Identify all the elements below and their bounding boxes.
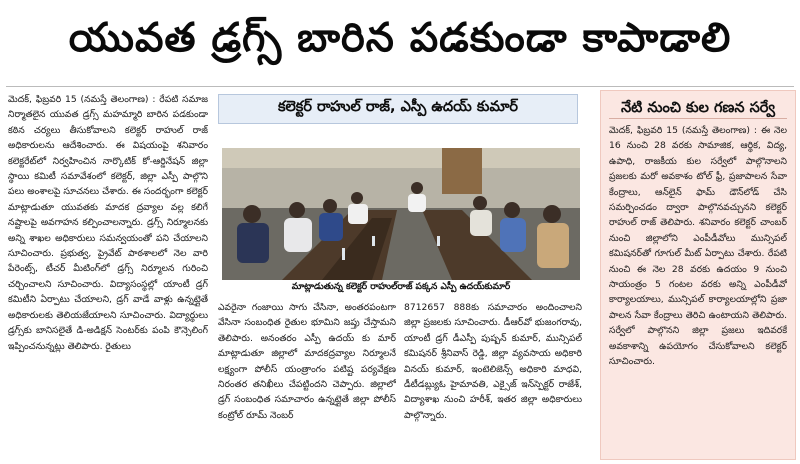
photo-caption: మాట్లాడుతున్న కలెక్టర్ రాహుల్‌రాజ్ పక్కన ఎస్పీ ఉదయ్‌కుమార్	[291, 282, 511, 292]
headline-rule	[6, 86, 794, 87]
article-column-middle-1	[218, 300, 396, 462]
article-column-middle-2	[404, 300, 582, 462]
sidebar-article	[600, 90, 796, 460]
article-paragraph-middle-2: 8712657 888కు సమాచారం అందించాలని జిల్లా ప్రజలకు సూచించారు. డీఆర్‌వో భుజంగరావు, యాంటీ డ్రగ్ డీఎస్పీ పుష్పన్ కుమార్, మున్సిపల్ కమిషనర్ శ్రీనివాస్ రెడ్డి, జిల్లా వ్యవసాయ అధికారి వినయ్ కుమార్, ఇంటెలిజెన్స్ అధికారి మాధవి, డీటీడబ్ల్యుఓ హైమావతి, ఎక్సైజ్ ఇన్‌స్పెక్టర్ రాజేశ్, విద్యాశాఖ నుంచి హరీశ్, ఇతర జిల్లా అధికారులు పాల్గొన్నారు.	[404, 302, 582, 421]
headline: యువత డ్రగ్స్ బారిన పడకుండా కాపాడాలి	[68, 15, 732, 61]
subheadline-banner: కలెక్టర్ రాహుల్ రాజ్, ఎస్పీ ఉదయ్ కుమార్	[218, 94, 578, 124]
article-paragraph-middle-1: ఎవరైనా గంజాయి సాగు చేసినా, అంతరపంటగా వేసినా సంబంధిత రైతుల భూమిని జప్తు చేస్తామని తెలిపారు. అనంతరం ఎస్పీ ఉదయ్ కు మార్ మాట్లాడుతూ జిల్లాలో మాదకద్రవ్యాల నిర్మూలనే లక్ష్యంగా పోలీస్ యంత్రాంగం పటిష్ట పర్యవేక్షణ నిరంతర తనిఖీలు చేపట్టిందని చెప్పారు. జిల్లాలో డ్రగ్ సంబంధిత సమాచారం ఉన్నట్లైతే జిల్లా పోలీస్ కంట్రోల్ రూమ్ నెంబర్	[218, 302, 396, 421]
meeting-photo	[222, 148, 580, 280]
article-paragraph-left: మెదక్, ఫిబ్రవరి 15 (నమస్తే తెలంగాణ) : రేపటి సమాజ నిర్మాతలైన యువత డ్రగ్స్ మహమ్మారి బారిన పడకుండా కఠిన చర్యలు తీసుకోవాలని కలెక్టర్ రాహుల్ రాజ్ అధికారులను ఆదేశించారు. ఈ విషయంపై శనివారం కలెక్టరేట్‌లో నిర్వహించిన నార్కొటిక్ కో-ఆర్డినేషన్ జిల్లా స్థాయి కమిటీ సమావేశంలో కలెక్టర్, జిల్లా ఎస్పీ పాల్గొని పలు అంశాలపై సూచనలు చేశారు. ఈ సందర్భంగా కలెక్టర్ మాట్లాడుతూ యువతకు మాదక ద్రవ్యాల వల్ల కలిగే నష్టాలపై అవగాహన కల్పించాలన్నారు. డ్రగ్స్ నిర్మూలనకు అన్ని శాఖల అధికారులు సమన్వయంతో పని చేయాలని సూచించారు. ప్రభుత్వ, ప్రైవేట్ పాఠశాలలో నెల వారి పేరెంట్స్, టీచర్ మీటింగ్‌లో డ్రగ్స్ నిర్మూలన గురించి చర్చించాలని సూచించారు. విద్యాసంస్థల్లో యాంటీ డ్రగ్ కమిటీని ఏర్పాటు చేయాలని, డ్రగ్ వాడే వాళ్లు ఉన్నట్లైతే అధికారులకు తెలియజేయాలని సూచించారు. విద్యార్థులు డ్రగ్స్‌కు బానిసలైతే డి-అడిక్షన్ సెంటర్‌కు పంపి కౌన్సెలింగ్ ఇప్పించనున్నట్లు తెలిపారు. రైతులు	[8, 94, 208, 352]
article-column-left	[8, 92, 208, 460]
sidebar-body: మెదక్, ఫిబ్రవరి 15 (నమస్తే తెలంగాణ) : ఈ నెల 16 నుంచి 28 వరకు సామాజిక, ఆర్థిక, విద్య, ఉపాధి, రాజకీయ కుల సర్వేలో పాల్గొనాలని ప్రజలకు మరో అవకాశం టోల్ ఫ్రీ, ప్రజాపాలన సేవా కేంద్రాలు, ఆన్‌లైన్ ఫామ్ డౌన్‌లోడ్ చేసి సమర్పించడం ద్వారా పాల్గొనవచ్చునని కలెక్టర్ రాహుల్ రాజ్ తెలిపారు. శనివారం కలెక్టర్ చాంబర్ నుంచి జిల్లాలోని ఎంపీడీవోలు మున్సిపల్ కమిషనర్‌తో గూగుల్ మీట్ ఏర్పాటు చేశారు. రేపటి నుంచి ఈ నెల 28 వరకు ఉదయం 9 నుంచి సాయంత్రం 5 గంటల వరకు అన్ని ఎంపీడీవో కార్యాలయాలు, మున్సిపల్ కార్యాలయాల్లోని ప్రజా పాలన సేవా కేంద్రాలు తెరిచి ఉంటాయని తెలిపారు. సర్వేలో పాల్గొనని జిల్లా ప్రజలు ఇదివరకే అవకాశాన్ని ఉపయోగం చేసుకోవాలని కలెక్టర్ సూచించారు.	[609, 125, 787, 368]
sidebar-title: నేటి నుంచి కుల గణన సర్వే	[609, 97, 787, 119]
